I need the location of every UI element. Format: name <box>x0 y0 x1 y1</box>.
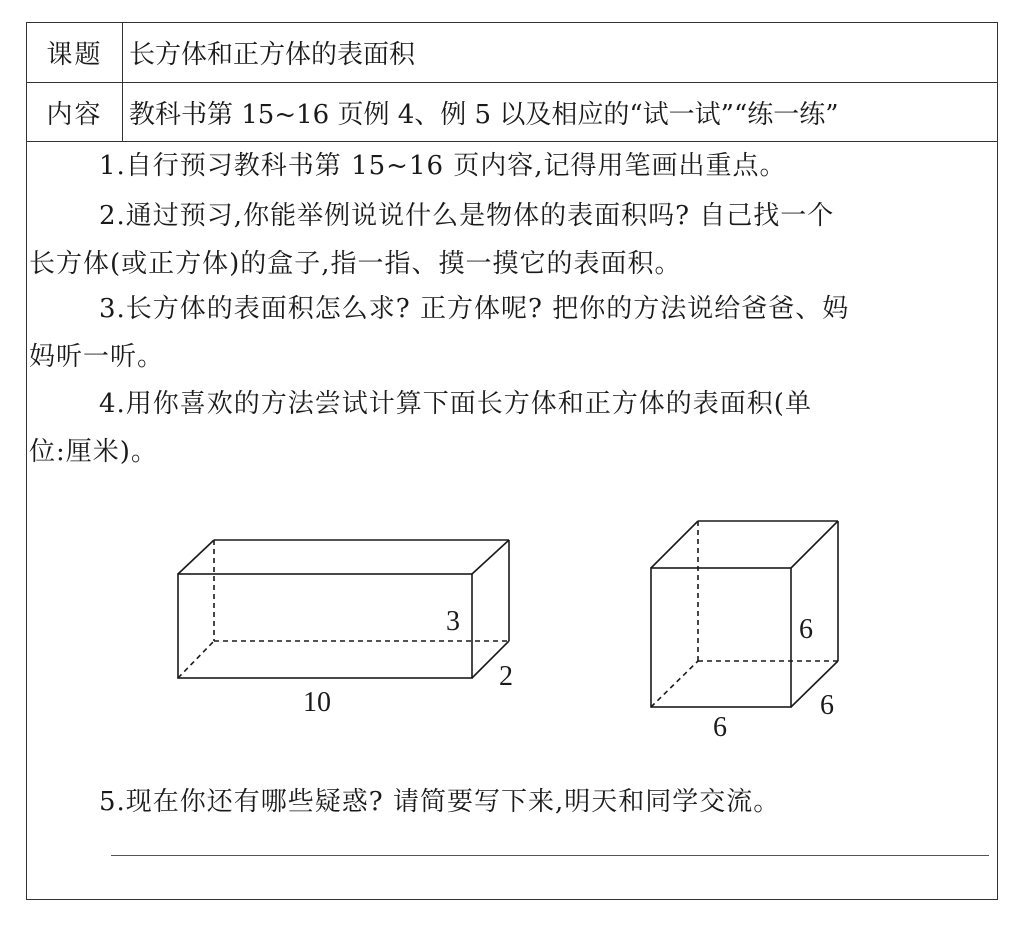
content-value: 教科书第 15~16 页例 4、例 5 以及相应的“试一试”“练一练” <box>129 99 839 130</box>
cube-figure <box>651 521 838 707</box>
title-label: 课题 <box>27 23 123 82</box>
title-value: 长方体和正方体的表面积 <box>129 40 416 70</box>
cuboid-length-label: 10 <box>303 687 331 718</box>
content-row <box>27 83 997 142</box>
questions-area <box>27 142 997 899</box>
question-3-line-2: 妈听一听。 <box>29 342 165 372</box>
question-4-line-1: 4.用你喜欢的方法尝试计算下面长方体和正方体的表面积(单 <box>99 389 812 419</box>
question-2-line-1: 2.通过预习,你能举例说说什么是物体的表面积吗? 自己找一个 <box>99 201 835 231</box>
question-3-line-1: 3.长方体的表面积怎么求? 正方体呢? 把你的方法说给爸爸、妈 <box>99 294 850 324</box>
question-1: 1.自行预习教科书第 15~16 页内容,记得用笔画出重点。 <box>99 151 787 181</box>
cuboid-width-label: 2 <box>499 661 513 692</box>
cube-depth-label: 6 <box>820 690 834 721</box>
content-label: 内容 <box>27 83 123 141</box>
question-4-line-2: 位:厘米)。 <box>29 437 158 467</box>
cuboid-height-label: 3 <box>446 606 460 637</box>
question-5: 5.现在你还有哪些疑惑? 请简要写下来,明天和同学交流。 <box>99 787 781 817</box>
preview-worksheet <box>26 22 998 900</box>
question-2-line-2: 长方体(或正方体)的盒子,指一指、摸一摸它的表面积。 <box>29 249 682 279</box>
answer-line[interactable] <box>111 855 989 856</box>
cuboid-figure <box>178 540 509 678</box>
cube-height-label: 6 <box>799 614 813 645</box>
title-row <box>27 23 997 83</box>
cube-front-label: 6 <box>713 712 727 743</box>
